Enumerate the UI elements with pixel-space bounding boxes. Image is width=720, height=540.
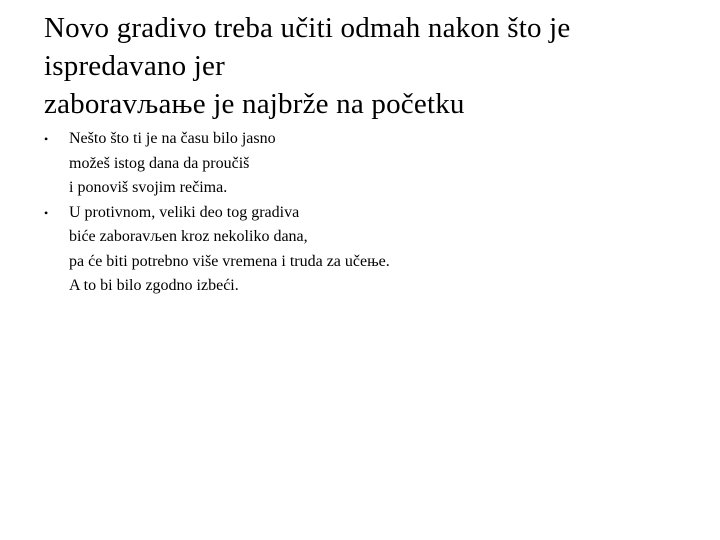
title-line: ispredavano jer [44,50,225,82]
title-line: Novo gradivo treba učiti odmah nakon što je [44,12,571,44]
bullet-list [44,127,684,299]
bullet-text-line: biće zaboravљen kroz nekoliko dana, [69,228,308,245]
bullet-text-line: U protivnom, veliki deo tog gradiva [69,203,300,221]
bullet-icon: • [44,132,49,146]
bullet-text-line: A to bi bilo zgodno izbeći. [69,277,239,294]
bullet-text-line: pa će biti potrebno više vremena i truda za učeњe. [69,252,390,270]
bullet-text-line: možeš istog dana da proučiš [69,154,250,172]
bullet-text-line: i ponoviš svojim rečima. [69,179,228,196]
bullet-icon: • [44,205,49,220]
title-line: zaboravљaњe je najbrže na početku [44,88,465,120]
bullet-text-line: Nešto što ti je na času bilo jasno [69,130,276,147]
bullet-item [44,201,684,299]
bullet-item [44,127,684,201]
slide-title [44,9,704,123]
